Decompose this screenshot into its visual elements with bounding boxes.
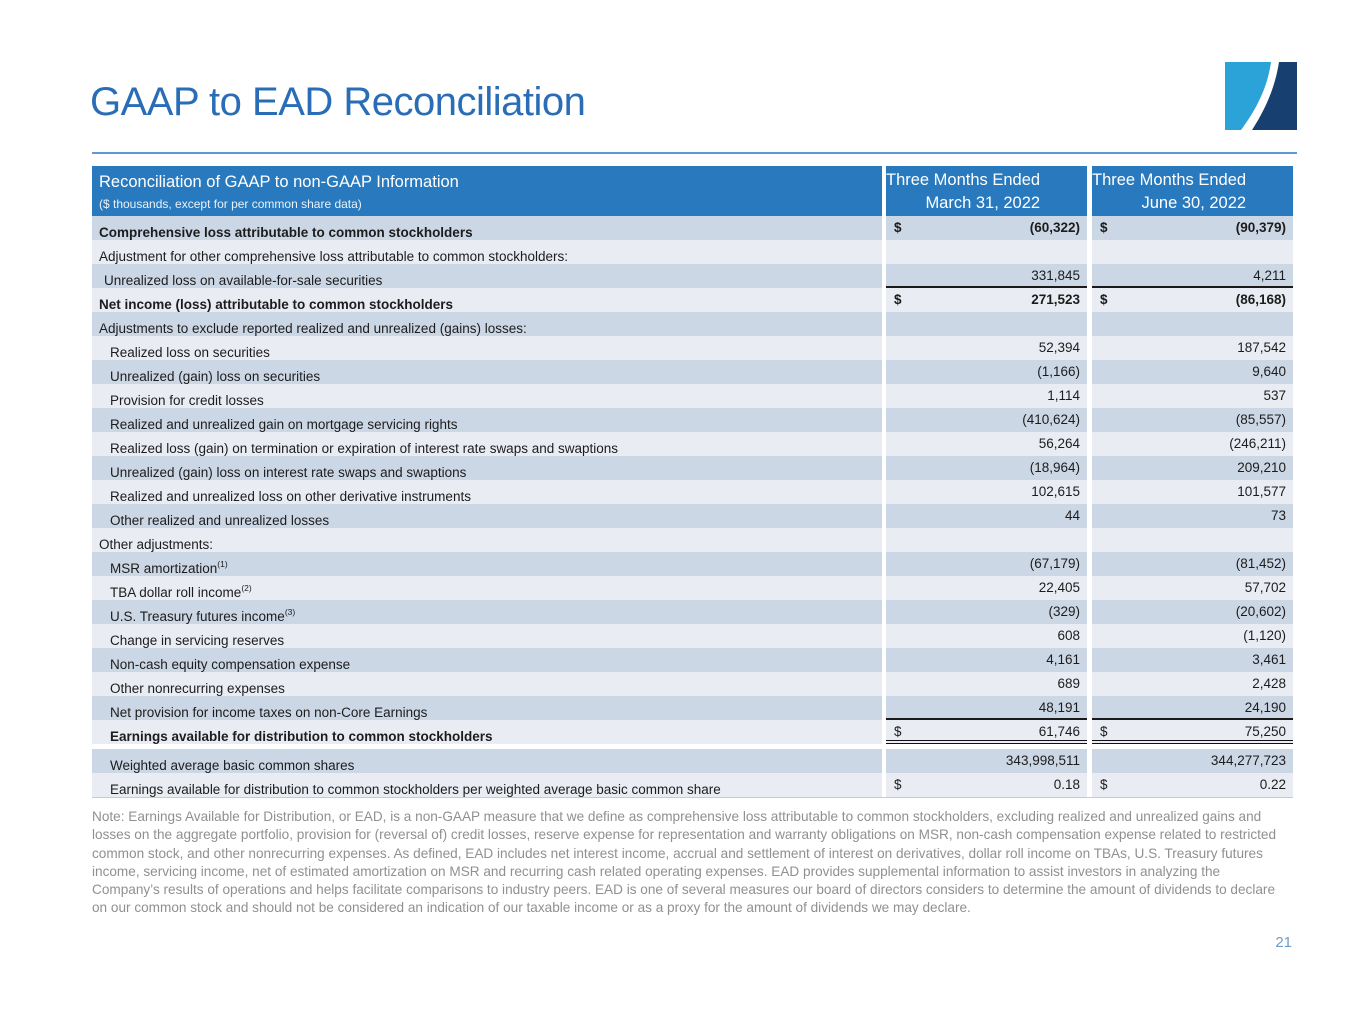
q2-currency: $ [1100, 777, 1108, 792]
q1-value-cell [886, 336, 1087, 360]
q1-value-cell [886, 672, 1087, 696]
q2-value-cell [1092, 360, 1293, 384]
row-label [92, 216, 882, 240]
q1-value-cell [886, 552, 1087, 576]
q2-value-cell [1092, 240, 1293, 264]
q2-value-cell [1092, 504, 1293, 528]
row-label-text: Adjustment for other comprehensive loss attributable to common stockholders: [99, 249, 568, 264]
row-label-text: Weighted average basic common shares [110, 758, 355, 773]
q2-value: (246,211) [1229, 436, 1286, 451]
q1-value-cell [886, 360, 1087, 384]
row-label [92, 720, 882, 744]
table-row [92, 528, 1293, 552]
table-row [92, 749, 1293, 773]
row-label [92, 360, 882, 384]
row-label [92, 624, 882, 648]
q2-currency: $ [1100, 724, 1108, 739]
q1-value: (410,624) [1022, 412, 1080, 427]
table-row [92, 360, 1293, 384]
column-header-q2 [1092, 166, 1293, 216]
table-row [92, 552, 1293, 576]
q2-value-cell [1092, 773, 1293, 797]
row-label [92, 552, 882, 576]
table-row [92, 480, 1293, 504]
row-label [92, 432, 882, 456]
q2-value-cell [1092, 432, 1293, 456]
q1-value-cell [886, 696, 1087, 720]
row-label-text: Earnings available for distribution to common stockholders [110, 729, 493, 744]
row-label-text: Realized and unrealized gain on mortgage servicing rights [110, 417, 458, 432]
q2-value-cell [1092, 216, 1293, 240]
q2-value: 75,250 [1244, 724, 1286, 739]
q2-value: 344,277,723 [1210, 753, 1286, 768]
row-label-text: Unrealized (gain) loss on interest rate swaps and swaptions [110, 465, 467, 480]
q2-value-cell [1092, 384, 1293, 408]
q2-value-cell [1092, 720, 1293, 744]
q1-value: (60,322) [1029, 220, 1080, 235]
q2-value: (90,379) [1235, 220, 1286, 235]
column-header-q2-line2: June 30, 2022 [1141, 193, 1247, 212]
table-row [92, 696, 1293, 720]
row-label-text: Realized loss (gain) on termination or expiration of interest rate swaps and swaptions [110, 441, 619, 456]
q2-value: (86,168) [1235, 292, 1286, 307]
table-row [92, 648, 1293, 672]
q1-value-cell [886, 600, 1087, 624]
row-label-text: Adjustments to exclude reported realized and unrealized (gains) losses: [99, 321, 527, 336]
q2-value: (81,452) [1235, 556, 1286, 571]
row-label [92, 648, 882, 672]
row-label-text: Earnings available for distribution to common stockholders per weighted average basic common share [110, 782, 721, 797]
row-label [92, 240, 882, 264]
table-row [92, 576, 1293, 600]
q1-value: 52,394 [1038, 340, 1080, 355]
q1-value-cell [886, 240, 1087, 264]
row-label [92, 528, 882, 552]
row-label [92, 312, 882, 336]
q1-value-cell [886, 288, 1087, 312]
page-title: GAAP to EAD Reconciliation [90, 80, 586, 124]
table-row [92, 240, 1293, 264]
title-divider [92, 152, 1297, 154]
row-label [92, 504, 882, 528]
table-row [92, 408, 1293, 432]
q1-value-cell [886, 216, 1087, 240]
row-label [92, 288, 882, 312]
q1-currency: $ [894, 292, 902, 307]
q1-value-cell [886, 480, 1087, 504]
row-label-text: MSR amortization [110, 561, 218, 576]
q1-value: 331,845 [1031, 268, 1080, 283]
q1-value-cell [886, 528, 1087, 552]
q2-value-cell [1092, 480, 1293, 504]
q2-value: 101,577 [1237, 484, 1286, 499]
table-row [92, 216, 1293, 240]
table-row [92, 672, 1293, 696]
table-header-row [92, 166, 1293, 216]
q2-value-cell [1092, 749, 1293, 773]
row-label-text: Other realized and unrealized losses [110, 513, 330, 528]
q2-value-cell [1092, 672, 1293, 696]
row-label [92, 384, 882, 408]
q2-value-cell [1092, 576, 1293, 600]
row-label-text: Comprehensive loss attributable to common stockholders [99, 225, 473, 240]
q1-value: 61,746 [1038, 724, 1080, 739]
q2-value: 4,211 [1253, 268, 1286, 283]
table-title: Reconciliation of GAAP to non-GAAP Information [99, 173, 459, 191]
table-row [92, 432, 1293, 456]
q2-value: (1,120) [1243, 628, 1286, 643]
q2-value: 57,702 [1244, 580, 1286, 595]
q2-value-cell [1092, 552, 1293, 576]
q2-value-cell [1092, 624, 1293, 648]
column-header-q1-line2: March 31, 2022 [925, 193, 1041, 212]
row-label-text: U.S. Treasury futures income [110, 609, 285, 624]
q2-value: 24,190 [1244, 700, 1286, 715]
q2-value-cell [1092, 528, 1293, 552]
q1-value: (329) [1048, 604, 1080, 619]
column-header-q1-line1: Three Months Ended [886, 171, 1041, 189]
q1-value-cell [886, 264, 1087, 288]
q1-value: 608 [1057, 628, 1080, 643]
table-row [92, 384, 1293, 408]
q1-value: 56,264 [1038, 436, 1080, 451]
row-label-text: TBA dollar roll income [110, 585, 242, 600]
q1-value: 0.18 [1053, 777, 1080, 792]
q1-value-cell [886, 432, 1087, 456]
reconciliation-table [92, 166, 1293, 798]
q2-value-cell [1092, 408, 1293, 432]
q2-value: 2,428 [1252, 676, 1286, 691]
q2-value-cell [1092, 696, 1293, 720]
q2-value: 0.22 [1259, 777, 1286, 792]
row-label-text: Realized and unrealized loss on other derivative instruments [110, 489, 471, 504]
row-label-text: Net provision for income taxes on non-Core Earnings [110, 705, 428, 720]
q1-value: 343,998,511 [1005, 753, 1080, 768]
q1-currency: $ [894, 724, 902, 739]
q1-value: 689 [1057, 676, 1080, 691]
q1-value-cell [886, 408, 1087, 432]
company-logo-icon [1225, 62, 1297, 130]
row-label-text: Unrealized loss on available-for-sale securities [104, 273, 383, 288]
q1-currency: $ [894, 220, 902, 235]
row-label [92, 576, 882, 600]
q2-value: 9,640 [1252, 364, 1286, 379]
q1-value-cell [886, 312, 1087, 336]
row-footnote-ref: (3) [284, 607, 296, 617]
q2-value: 187,542 [1237, 340, 1286, 355]
table-row [92, 456, 1293, 480]
page-number: 21 [1275, 934, 1292, 951]
q1-value: (18,964) [1029, 460, 1080, 475]
row-label [92, 456, 882, 480]
q1-value: (1,166) [1037, 364, 1080, 379]
row-label [92, 672, 882, 696]
q2-value: 537 [1263, 388, 1286, 403]
q2-value: 209,210 [1237, 460, 1286, 475]
footnote-text: Note: Earnings Available for Distribution, or EAD, is a non-GAAP measure that we define as comprehensive loss attributable to common stockholders, excluding realized and unrealized gains and losses on the aggregate portfolio, provision for (reversal of) credit losses, reserve expense for representation and warranty obligations on MSR, non-cash compensation expense related to restricted common stock, and other nonrecurring expenses. As defined, EAD includes net interest income, accrual and settlement of interest on derivatives, dollar roll income on TBAs, U.S. Treasury futures income, servicing income, net of estimated amortization on MSR and recurring cash related operating expenses. EAD provides supplemental information to assist investors in analyzing the Company’s results of operations and helps facilitate comparisons to industry peers. EAD is one of several measures our board of directors considers to determine the amount of dividends to declare on our common stock and should not be considered an indication of our taxable income or as a proxy for the amount of dividends we may declare. [92, 809, 1277, 916]
column-header-q2-line1: Three Months Ended [1092, 171, 1247, 189]
column-header-q1 [886, 166, 1087, 216]
q2-currency: $ [1100, 292, 1108, 307]
row-label-text: Other adjustments: [99, 537, 214, 552]
q1-value: 44 [1064, 508, 1080, 523]
row-label [92, 773, 882, 797]
q1-value-cell [886, 773, 1087, 797]
table-row [92, 336, 1293, 360]
q1-value-cell [886, 384, 1087, 408]
q2-value-cell [1092, 648, 1293, 672]
q2-value: (20,602) [1235, 604, 1286, 619]
table-row [92, 312, 1293, 336]
q1-value-cell [886, 648, 1087, 672]
row-footnote-ref: (1) [217, 559, 228, 569]
q2-value: (85,557) [1235, 412, 1286, 427]
q1-value-cell [886, 576, 1087, 600]
row-label-text: Other nonrecurring expenses [110, 681, 285, 696]
q1-value-cell [886, 456, 1087, 480]
q1-value: 102,615 [1031, 484, 1080, 499]
table-subtitle: ($ thousands, except for per common share data) [99, 197, 362, 211]
table-row [92, 264, 1293, 288]
row-label [92, 749, 882, 773]
row-label-text: Provision for credit losses [110, 393, 264, 408]
table-header-title-cell [92, 166, 882, 216]
q2-value-cell [1092, 312, 1293, 336]
q2-value-cell [1092, 336, 1293, 360]
table-row [92, 600, 1293, 624]
row-label [92, 696, 882, 720]
q2-value-cell [1092, 456, 1293, 480]
row-label-text: Non-cash equity compensation expense [110, 657, 351, 672]
q1-value: 271,523 [1031, 292, 1080, 307]
q1-value: 4,161 [1046, 652, 1080, 667]
row-footnote-ref: (2) [241, 583, 252, 593]
table-row [92, 288, 1293, 312]
q2-value: 73 [1270, 508, 1286, 523]
q1-value: 1,114 [1047, 388, 1080, 403]
row-label-text: Net income (loss) attributable to common stockholders [99, 297, 454, 312]
q1-value-cell [886, 624, 1087, 648]
q1-currency: $ [894, 777, 902, 792]
table-row [92, 773, 1293, 797]
row-label [92, 264, 882, 288]
table-row [92, 504, 1293, 528]
row-label-text: Unrealized (gain) loss on securities [110, 369, 321, 384]
q1-value: 22,405 [1038, 580, 1080, 595]
row-label-text: Realized loss on securities [110, 345, 270, 360]
row-label [92, 408, 882, 432]
q1-value: 48,191 [1038, 700, 1080, 715]
table-row [92, 624, 1293, 648]
q1-value-cell [886, 749, 1087, 773]
row-label [92, 336, 882, 360]
row-label [92, 600, 882, 624]
row-label [92, 480, 882, 504]
row-label-text: Change in servicing reserves [110, 633, 285, 648]
q1-value-cell [886, 504, 1087, 528]
q2-currency: $ [1100, 220, 1108, 235]
q2-value-cell [1092, 600, 1293, 624]
table-body [92, 216, 1293, 797]
q2-value: 3,461 [1252, 652, 1286, 667]
q1-value-cell [886, 720, 1087, 744]
q2-value-cell [1092, 264, 1293, 288]
q1-value: (67,179) [1029, 556, 1080, 571]
table-row [92, 720, 1293, 744]
q2-value-cell [1092, 288, 1293, 312]
